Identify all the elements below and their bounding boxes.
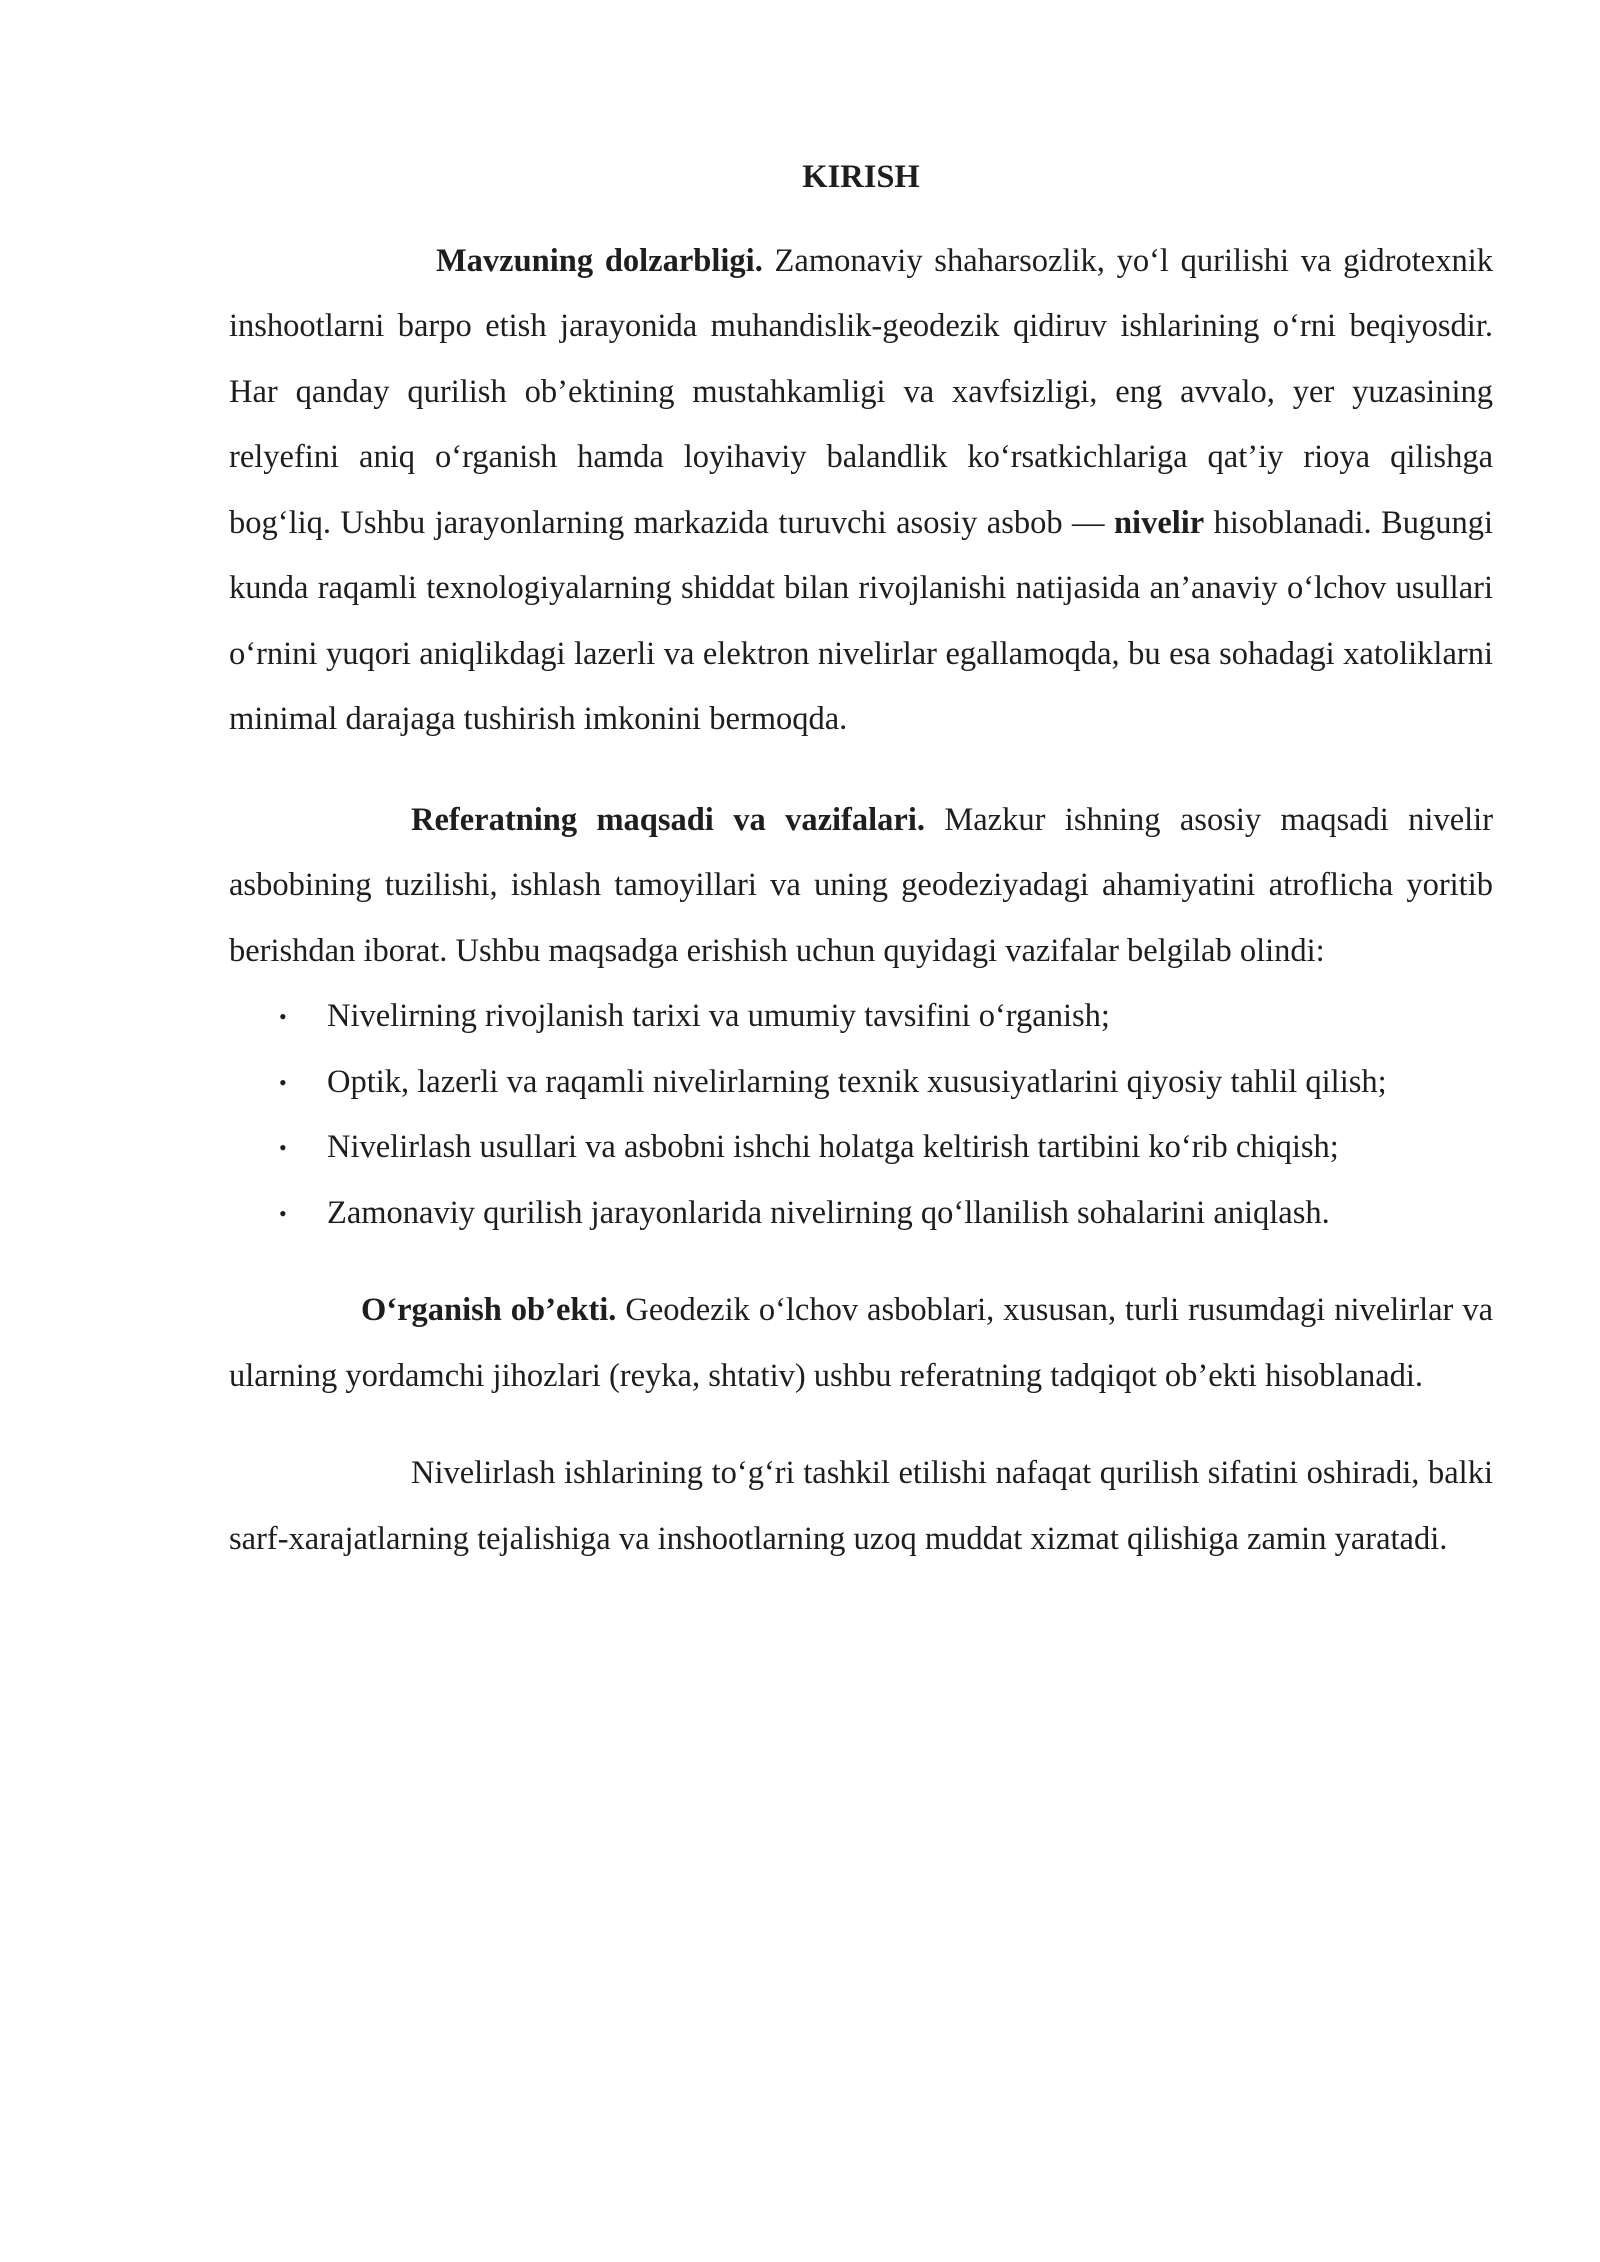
list-item bbox=[229, 984, 1493, 1050]
task-text: Nivelirning rivojlanish tarixi va umumiy tavsifini o‘rganish; bbox=[327, 998, 1110, 1034]
object-text: Geodezik o‘lchov asboblari, xususan, turli rusumdagi nivelirlar va ularning yordamchi jihozlari (reyka, shtativ) ushbu referatning tadqiqot ob’ekti hisoblanadi. bbox=[229, 1292, 1493, 1394]
object-paragraph bbox=[229, 1278, 1493, 1409]
list-item bbox=[229, 1181, 1493, 1247]
aims-heading: Referatning maqsadi va vazifalari. bbox=[411, 801, 925, 838]
conclusion-paragraph: Nivelirlash ishlarining to‘g‘ri tashkil etilishi nafaqat qurilish sifatini oshiradi, balki sarf-xarajatlarning tejalishiga va inshootlarning uzoq muddat xizmat qilishiga zamin yaratadi. bbox=[229, 1455, 1493, 1557]
bullet-icon: • bbox=[279, 1069, 287, 1095]
relevance-heading: Mavzuning dolzarbligi. bbox=[436, 242, 763, 279]
task-text: Zamonaviy qurilish jarayonlarida nivelirning qo‘llanilish sohalarini aniqlash. bbox=[327, 1194, 1330, 1231]
relevance-text-after: hisoblanadi. Bugungi kunda raqamli texnologiyalarning shiddat bilan rivojlanishi natijasida an’anaviy o‘lchov usullari o‘rnini yuqori aniqlikdagi lazerli va elektron nivelirlar egallamoqda, bu esa sohadagi xatoliklarni minimal darajaga tushirish imkonini bermoqda. bbox=[229, 504, 1493, 737]
bullet-icon: • bbox=[279, 1004, 287, 1029]
task-text: Optik, lazerli va raqamli nivelirlarning texnik xususiyatlarini qiyosiy tahlil qilish; bbox=[327, 1063, 1387, 1100]
relevance-paragraph bbox=[229, 229, 1493, 753]
bullet-icon: • bbox=[279, 1200, 287, 1226]
object-heading: O‘rganish ob’ekti. bbox=[361, 1292, 617, 1328]
aims-paragraph bbox=[229, 788, 1493, 985]
page-title: KIRISH bbox=[802, 159, 920, 195]
document-page bbox=[229, 145, 1493, 1572]
aims-text: Mazkur ishning asosiy maqsadi nivelir asbobining tuzilishi, ishlash tamoyillari va uning geodeziyadagi ahamiyatini atroflicha yoritib berishdan iborat. Ushbu maqsadga erishish uchun quyidagi vazifalar belgilab olindi: bbox=[229, 801, 1494, 969]
list-item bbox=[229, 1050, 1493, 1116]
list-item bbox=[229, 1115, 1493, 1181]
relevance-text-before: Zamonaviy shaharsozlik, yo‘l qurilishi va gidrotexnik inshootlarni barpo etish jarayonida muhandislik-geodezik qidiruv ishlarining o‘rni beqiyosdir. Har qanday qurilish ob’ektining mustahkamligi va xavfsizligi, eng avvalo, yer yuzasining relyefini aniq o‘rganish hamda loyihaviy balandlik ko‘rsatkichlariga qat’iy rioya qilishga bog‘liq. Ushbu jarayonlarning markazida turuvchi asosiy asbob — bbox=[229, 242, 1493, 541]
bullet-icon: • bbox=[279, 1135, 287, 1160]
task-text: Nivelirlash usullari va asbobni ishchi holatga keltirish tartibini ko‘rib chiqish; bbox=[327, 1129, 1339, 1165]
tasks-list bbox=[229, 984, 1493, 1246]
relevance-emphasis: nivelir bbox=[1113, 504, 1205, 541]
